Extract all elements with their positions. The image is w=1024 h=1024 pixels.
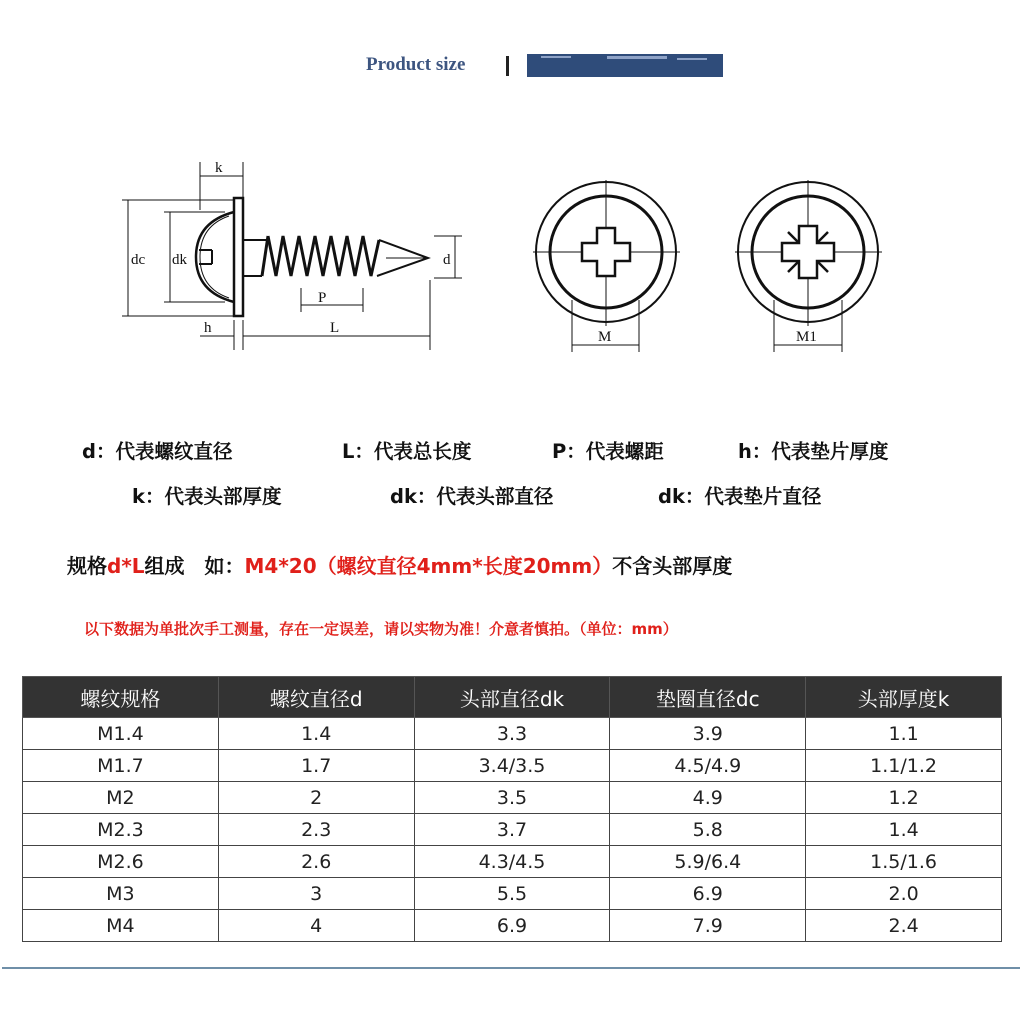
table-row (23, 782, 1002, 814)
bottom-divider (2, 967, 1020, 969)
spec-line (67, 550, 732, 579)
label-dk: dk (172, 252, 187, 268)
cell-d: 2.6 (218, 846, 414, 878)
legend-k: k：代表头部厚度 (132, 485, 282, 508)
legend-dk-washer: dk：代表垫片直径 (658, 485, 822, 508)
spec-example: M4*20（螺纹直径4mm*长度20mm） (244, 554, 613, 578)
spec-suffix: 不含头部厚度 (612, 554, 733, 578)
col-header-dk: 头部直径dk (414, 677, 610, 718)
legend-d: d：代表螺纹直径 (82, 440, 233, 463)
label-m: M (598, 329, 612, 345)
cell-dc: 4.5/4.9 (610, 750, 806, 782)
cell-dc: 3.9 (610, 718, 806, 750)
cell-d: 1.4 (218, 718, 414, 750)
cell-dk: 5.5 (414, 878, 610, 910)
table-row (23, 750, 1002, 782)
cell-k: 2.0 (806, 878, 1002, 910)
legend-p: P：代表螺距 (552, 440, 664, 463)
cell-spec: M2.6 (23, 846, 219, 878)
table-row (23, 846, 1002, 878)
spec-formula: d*L (107, 554, 145, 578)
label-p: P (318, 290, 327, 306)
cell-spec: M1.4 (23, 718, 219, 750)
spec-table (22, 676, 1002, 942)
label-d: d (443, 252, 451, 268)
cell-dk: 6.9 (414, 910, 610, 942)
label-m1: M1 (796, 329, 817, 345)
col-header-spec: 螺纹规格 (23, 677, 219, 718)
cell-d: 2 (218, 782, 414, 814)
cell-dk: 3.3 (414, 718, 610, 750)
pozidriv-head-view (735, 180, 882, 352)
page-title: Product size (366, 54, 466, 75)
col-header-d: 螺纹直径d (218, 677, 414, 718)
cell-k: 1.1 (806, 718, 1002, 750)
cell-dk: 3.5 (414, 782, 610, 814)
cell-spec: M2.3 (23, 814, 219, 846)
spec-mid: 组成 如： (144, 554, 245, 578)
side-view (196, 198, 428, 316)
label-l: L (330, 320, 340, 336)
measurement-note: 以下数据为单批次手工测量，存在一定误差，请以实物为准！介意者慎拍。（单位：mm） (84, 620, 678, 638)
table-row (23, 814, 1002, 846)
cell-spec: M2 (23, 782, 219, 814)
cell-spec: M1.7 (23, 750, 219, 782)
label-dc: dc (131, 252, 146, 268)
cell-dk: 4.3/4.5 (414, 846, 610, 878)
label-k: k (215, 160, 223, 176)
cell-spec: M4 (23, 910, 219, 942)
cell-dc: 5.8 (610, 814, 806, 846)
cell-d: 2.3 (218, 814, 414, 846)
cell-dc: 5.9/6.4 (610, 846, 806, 878)
legend-l: L：代表总长度 (342, 440, 472, 463)
cell-d: 3 (218, 878, 414, 910)
cell-k: 2.4 (806, 910, 1002, 942)
cell-spec: M3 (23, 878, 219, 910)
cell-dc: 6.9 (610, 878, 806, 910)
cell-k: 1.5/1.6 (806, 846, 1002, 878)
phillips-head-view (533, 180, 680, 352)
table-row (23, 718, 1002, 750)
cell-dk: 3.7 (414, 814, 610, 846)
cell-k: 1.2 (806, 782, 1002, 814)
cell-d: 1.7 (218, 750, 414, 782)
col-header-dc: 垫圈直径dc (610, 677, 806, 718)
legend-h: h：代表垫片厚度 (738, 440, 889, 463)
cell-dc: 7.9 (610, 910, 806, 942)
legend-dk-head: dk：代表头部直径 (390, 485, 554, 508)
cell-dc: 4.9 (610, 782, 806, 814)
col-header-k: 头部厚度k (806, 677, 1002, 718)
table-header-row (23, 677, 1002, 718)
table-row (23, 878, 1002, 910)
cell-d: 4 (218, 910, 414, 942)
cell-k: 1.4 (806, 814, 1002, 846)
table-row (23, 910, 1002, 942)
label-h: h (204, 320, 212, 336)
spec-prefix: 规格 (67, 554, 107, 578)
cell-k: 1.1/1.2 (806, 750, 1002, 782)
screw-diagram (0, 0, 1024, 400)
cell-dk: 3.4/3.5 (414, 750, 610, 782)
